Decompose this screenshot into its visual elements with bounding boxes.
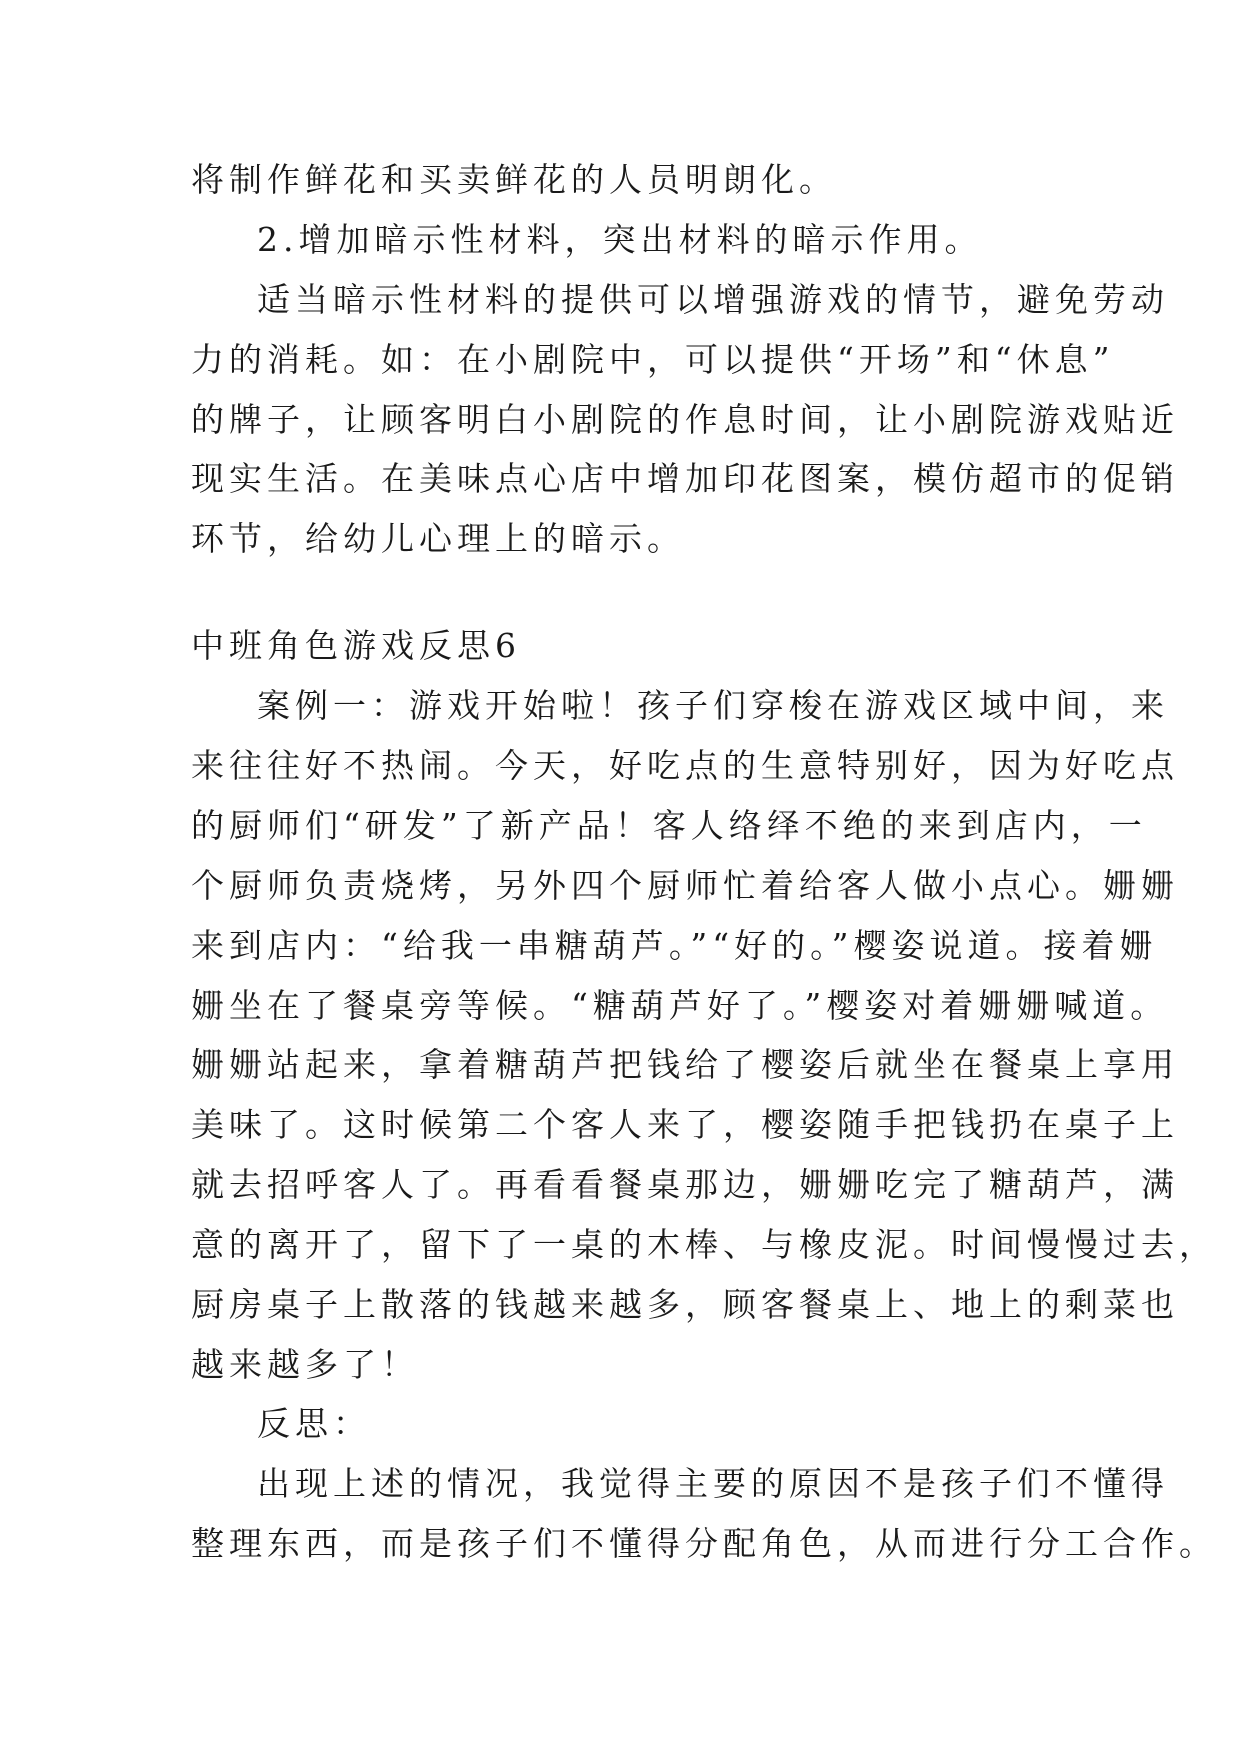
text-line: 案例一：游戏开始啦！孩子们穿梭在游戏区域中间，来	[257, 686, 1169, 725]
text-line: 反思：	[257, 1404, 371, 1443]
text-line: 姗坐在了餐桌旁等候。“糖葫芦好了。”樱姿对着姗姗喊道。	[191, 986, 1169, 1025]
text-line: 个厨师负责烧烤，另外四个厨师忙着给客人做小点心。姗姗	[191, 866, 1179, 905]
text-line: 的厨师们“研发”了新产品！客人络绎不绝的来到店内，一	[191, 806, 1147, 845]
text-line: 将制作鲜花和买卖鲜花的人员明朗化。	[191, 160, 837, 199]
text-line: 现实生活。在美味点心店中增加印花图案，模仿超市的促销	[191, 459, 1179, 498]
text-line: 意的离开了，留下了一桌的木棒、与橡皮泥。时间慢慢过去，	[191, 1225, 1217, 1264]
text-line: 适当暗示性材料的提供可以增强游戏的情节，避免劳动	[257, 280, 1169, 319]
text-line: 厨房桌子上散落的钱越来越多，顾客餐桌上、地上的剩菜也	[191, 1285, 1179, 1324]
text-line: 就去招呼客人了。再看看餐桌那边，姗姗吃完了糖葫芦，满	[191, 1165, 1179, 1204]
text-line: 美味了。这时候第二个客人来了，樱姿随手把钱扔在桌子上	[191, 1105, 1179, 1144]
text-line: 出现上述的情况，我觉得主要的原因不是孩子们不懂得	[257, 1464, 1169, 1503]
section-heading: 中班角色游戏反思6	[191, 626, 521, 665]
text-line: 力的消耗。如：在小剧院中，可以提供“开场”和“休息”	[191, 340, 1115, 379]
text-line: 来到店内：“给我一串糖葫芦。”“好的。”樱姿说道。接着姗	[191, 926, 1158, 965]
text-line: 来往往好不热闹。今天，好吃点的生意特别好，因为好吃点	[191, 746, 1179, 785]
text-line: 2.增加暗示性材料，突出材料的暗示作用。	[257, 220, 983, 259]
text-line: 越来越多了！	[191, 1345, 419, 1384]
text-line: 整理东西，而是孩子们不懂得分配角色，从而进行分工合作。	[191, 1524, 1217, 1563]
text-line: 姗姗站起来，拿着糖葫芦把钱给了樱姿后就坐在餐桌上享用	[191, 1045, 1179, 1084]
text-line: 环节，给幼儿心理上的暗示。	[191, 519, 685, 558]
text-line: 的牌子，让顾客明白小剧院的作息时间，让小剧院游戏贴近	[191, 400, 1179, 439]
